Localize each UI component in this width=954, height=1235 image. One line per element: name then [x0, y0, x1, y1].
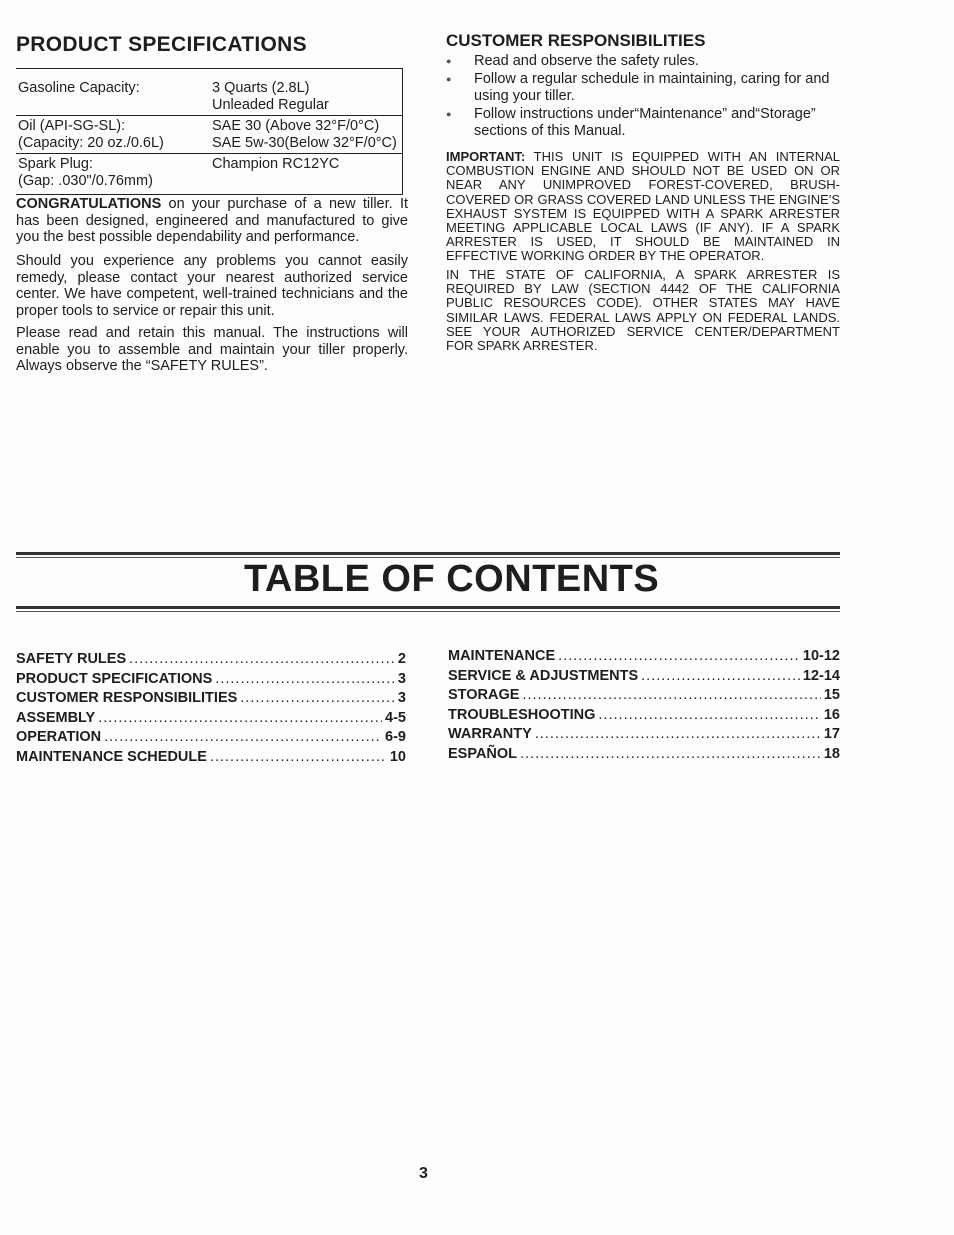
spec-row-gasoline	[16, 69, 402, 116]
toc-item-operation[interactable]	[16, 728, 406, 748]
spec-value-line: 3 Quarts (2.8L)	[212, 80, 310, 96]
toc-item-page: 4-5	[385, 709, 406, 726]
important-lead: IMPORTANT:	[446, 149, 526, 164]
list-item-text: Read and observe the safety rules.	[474, 53, 699, 69]
spec-label-line: Gasoline Capacity:	[18, 80, 140, 96]
toc-leader-dots	[520, 745, 821, 765]
customer-responsibilities-heading: CUSTOMER RESPONSIBILITIES	[446, 31, 706, 50]
toc-item-label: PRODUCT SPECIFICATIONS	[16, 670, 213, 687]
page-number: 3	[419, 1165, 428, 1182]
toc-leader-dots	[210, 748, 387, 768]
toc-bottom-rule-thin	[16, 611, 840, 612]
toc-leader-dots	[558, 647, 800, 667]
list-item	[446, 106, 840, 140]
list-item-text: Follow a regular schedule in maintaining, caring for and using your tiller.	[474, 71, 830, 104]
toc-leader-dots	[522, 686, 820, 706]
spec-label	[16, 118, 212, 151]
toc-item-warranty[interactable]	[448, 725, 840, 745]
toc-item-product-specifications[interactable]	[16, 670, 406, 690]
toc-leader-dots	[598, 706, 820, 726]
toc-item-label: OPERATION	[16, 729, 102, 745]
toc-item-service-adjustments[interactable]	[448, 667, 840, 687]
toc-item-storage[interactable]	[448, 686, 840, 706]
service-paragraph: Should you experience any problems you cannot easily remedy, please contact your nearest authorized service center. We have competent, well-trained technicians and the proper tools to service or repair this unit.	[16, 253, 408, 319]
toc-item-label: WARRANTY	[448, 726, 532, 742]
toc-item-label: SAFETY RULES	[16, 651, 127, 667]
spec-value	[212, 118, 402, 151]
list-item-text: Follow instructions under“Maintenance” and“Storage” sections of this Manual.	[474, 106, 816, 139]
toc-leader-dots	[240, 689, 395, 709]
toc-item-page: 6-9	[385, 729, 406, 745]
toc-right-column	[448, 647, 840, 764]
spec-row-oil	[16, 116, 402, 154]
product-specifications-heading: PRODUCT SPECIFICATIONS	[16, 33, 307, 56]
spec-label-line: (Gap: .030"/0.76mm)	[18, 172, 153, 189]
toc-item-page: 16	[823, 706, 840, 723]
congratulations-paragraph	[16, 196, 408, 246]
toc-item-page: 10-12	[802, 648, 840, 664]
toc-top-rule	[16, 552, 840, 555]
toc-item-page: 12-14	[802, 667, 840, 684]
bullet-icon: ●	[446, 109, 452, 119]
responsibilities-list	[446, 53, 840, 141]
retain-manual-paragraph: Please read and retain this manual. The instructions will enable you to assemble and maintain your tiller properly. Always observe the “SAFETY RULES”.	[16, 325, 408, 375]
toc-item-page: 10	[389, 748, 406, 765]
toc-item-label: MAINTENANCE SCHEDULE	[16, 748, 207, 765]
bullet-icon: ●	[446, 56, 452, 66]
toc-item-assembly[interactable]	[16, 709, 406, 729]
toc-item-label: ESPAÑOL	[448, 745, 518, 762]
spec-value	[212, 80, 402, 113]
toc-leader-dots	[641, 667, 800, 687]
spec-row-spark-plug	[16, 154, 402, 195]
toc-leader-dots	[215, 670, 395, 690]
toc-item-page: 3	[397, 670, 406, 687]
spec-value-line: SAE 30 (Above 32°F/0°C)	[212, 118, 380, 134]
spec-label-line: Oil (API-SG-SL):	[18, 118, 126, 134]
spec-label-line: (Capacity: 20 oz./0.6L)	[18, 134, 164, 151]
toc-item-page: 18	[823, 745, 840, 762]
california-notice: IN THE STATE OF CALIFORNIA, A SPARK ARRESTER IS REQUIRED BY LAW (SECTION 4442 OF THE CALIFORNIA PUBLIC RESOURCES CODE). OTHER STATES MAY HAVE SIMILAR LAWS. FEDERAL LAWS APPLY ON FEDERAL LANDS. SEE YOUR AUTHORIZED SERVICE CENTER/DEPARTMENT FOR SPARK ARRESTER.	[446, 267, 840, 354]
toc-item-espanol[interactable]	[448, 745, 840, 765]
congratulations-text: on your purchase of a new tiller. It has been designed, engineered and manufactured to give you the best possible dependability and performance.	[16, 196, 408, 246]
toc-leader-dots	[98, 709, 382, 729]
toc-item-maintenance-schedule[interactable]	[16, 748, 406, 768]
toc-item-page: 2	[397, 651, 406, 667]
toc-item-page: 15	[823, 687, 840, 703]
toc-item-customer-responsibilities[interactable]	[16, 689, 406, 709]
spec-value-line: SAE 5w-30(Below 32°F/0°C)	[212, 134, 397, 151]
list-item	[446, 53, 840, 70]
spec-label	[16, 156, 212, 189]
toc-leader-dots	[535, 725, 821, 745]
toc-item-safety-rules[interactable]	[16, 650, 406, 670]
toc-left-column	[16, 650, 406, 767]
toc-item-label: SERVICE & ADJUSTMENTS	[448, 667, 639, 684]
important-notice	[446, 150, 840, 264]
toc-leader-dots	[129, 650, 395, 670]
important-text: THIS UNIT IS EQUIPPED WITH AN INTERNAL COMBUSTION ENGINE AND SHOULD NOT BE USED ON OR NEAR ANY UNIMPROVED FOREST-COVERED, BRUSH-COVERED OR GRASS COVERED LAND UNLESS THE ENGINE'S EXHAUST SYSTEM IS EQUIPPED WITH A SPARK ARRESTER MEETING APPLICABLE LOCAL LAWS (IF ANY). IF A SPARK ARRESTER IS USED, IT SHOULD BE MAINTAINED IN EFFECTIVE WORKING ORDER BY THE OPERATOR.	[446, 149, 840, 264]
toc-leader-dots	[104, 728, 382, 748]
spec-label-line: Spark Plug:	[18, 156, 93, 172]
toc-title: TABLE OF CONTENTS	[244, 558, 660, 600]
spec-value	[212, 156, 402, 189]
toc-item-label: TROUBLESHOOTING	[448, 706, 596, 723]
list-item	[446, 71, 840, 105]
toc-item-page: 17	[823, 726, 840, 742]
toc-item-label: CUSTOMER RESPONSIBILITIES	[16, 690, 238, 706]
congratulations-lead: CONGRATULATIONS	[16, 196, 162, 212]
toc-item-troubleshooting[interactable]	[448, 706, 840, 726]
toc-item-maintenance[interactable]	[448, 647, 840, 667]
toc-item-label: MAINTENANCE	[448, 648, 556, 664]
spec-value-line: Unleaded Regular	[212, 96, 329, 113]
bullet-icon: ●	[446, 74, 452, 84]
toc-item-label: ASSEMBLY	[16, 709, 96, 726]
spec-table	[16, 68, 403, 195]
toc-bottom-rule	[16, 606, 840, 609]
spec-value-line: Champion RC12YC	[212, 156, 340, 172]
toc-item-page: 3	[397, 690, 406, 706]
toc-item-label: STORAGE	[448, 687, 520, 703]
spec-label	[16, 80, 212, 113]
